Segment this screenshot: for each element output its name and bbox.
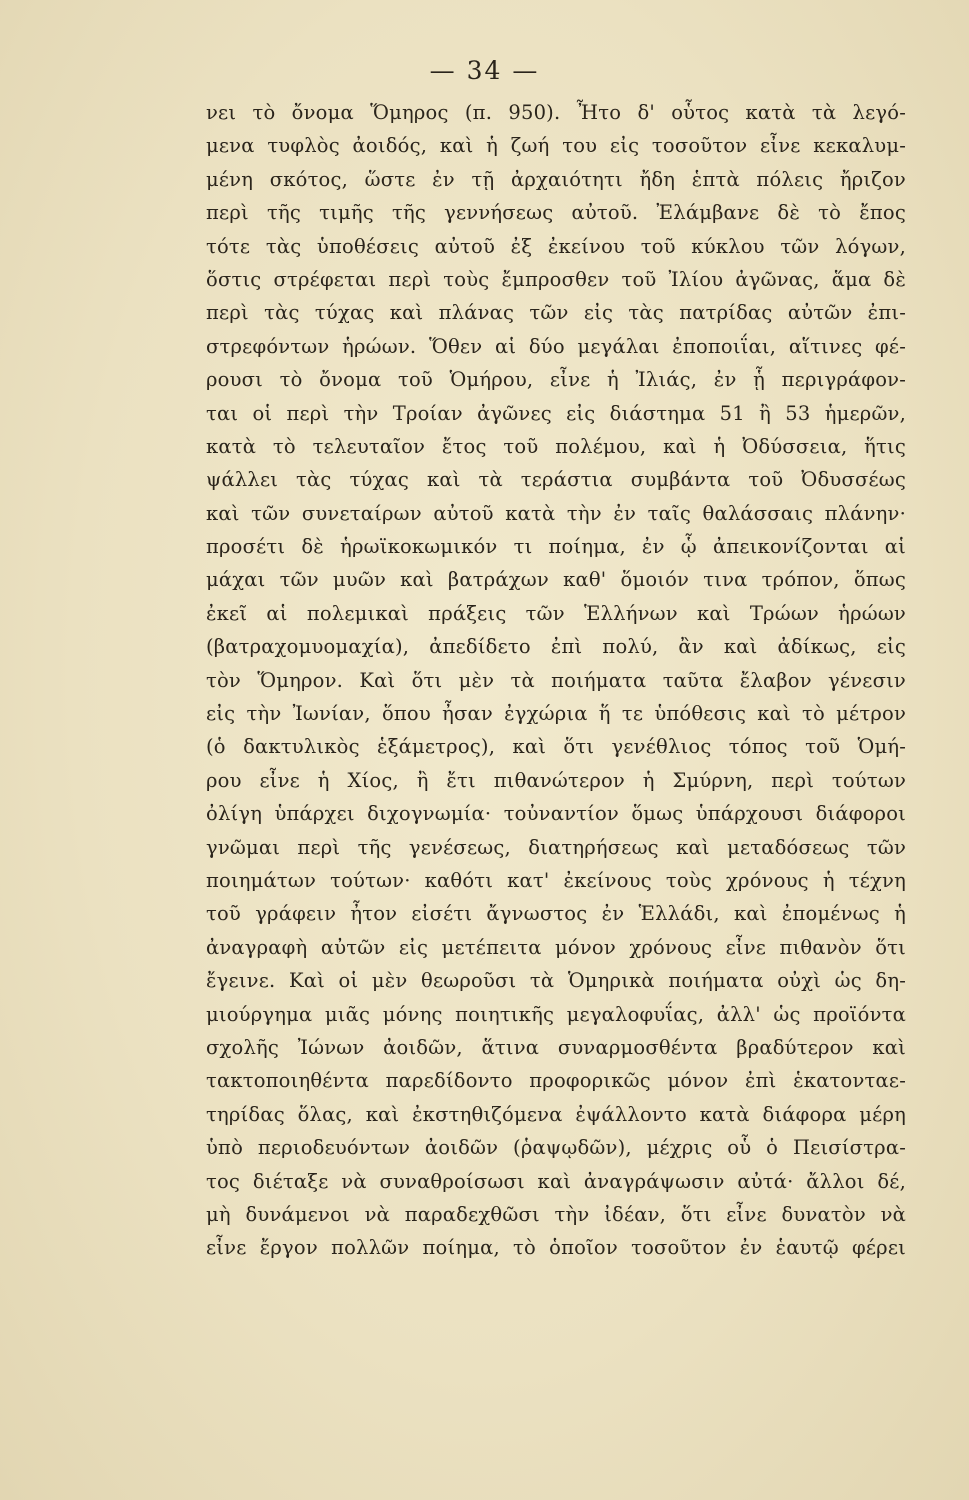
text-line: γνῶμαι περὶ τῆς γενέσεως, διατηρήσεως καὶ μεταδόσεως τῶν (206, 835, 906, 859)
text-line: ὅστις στρέφεται περὶ τοὺς ἔμπροσθεν τοῦ Ἰλίου ἀγῶνας, ἅμα δὲ (206, 267, 906, 291)
text-line: (βατραχομυομαχία), ἀπεδίδετο ἐπὶ πολύ, ἂν καὶ ἀδίκως, εἰς (206, 635, 906, 659)
text-line: μιούργημα μιᾶς μόνης ποιητικῆς μεγαλοφυΐας, ἀλλ' ὡς προϊόντα (206, 1002, 906, 1026)
text-line: τότε τὰς ὑποθέσεις αὐτοῦ ἐξ ἐκείνου τοῦ κύκλου τῶν λόγων, (206, 234, 906, 258)
text-line: τος διέταξε νὰ συναθροίσωσι καὶ ἀναγράψωσιν αὐτά· ἄλλοι δέ, (206, 1169, 906, 1193)
text-line: περὶ τῆς τιμῆς τῆς γεννήσεως αὐτοῦ. Ἐλάμβανε δὲ τὸ ἔπος (206, 201, 906, 225)
text-line: εἶνε ἔργον πολλῶν ποίημα, τὸ ὁποῖον τοσοῦτον ἐν ἑαυτῷ φέρει (206, 1236, 906, 1260)
text-line: ἐκεῖ αἱ πολεμικαὶ πράξεις τῶν Ἑλλήνων καὶ Τρώων ἡρώων (206, 601, 906, 625)
text-line: νει τὸ ὄνομα Ὅμηρος (π. 950). Ἦτο δ' οὗτος κατὰ τὰ λεγό- (206, 101, 906, 124)
page-number: — 34 — (429, 56, 540, 85)
text-line: τὸν Ὅμηρον. Καὶ ὅτι μὲν τὰ ποιήματα ταῦτα ἔλαβον γένεσιν (206, 668, 906, 692)
text-line: ψάλλει τὰς τύχας καὶ τὰ τεράστια συμβάντα τοῦ Ὀδυσσέως (206, 468, 906, 492)
text-line: καὶ τῶν συνεταίρων αὐτοῦ κατὰ τὴν ἐν ταῖς θαλάσσαις πλάνην· (206, 501, 906, 525)
text-line: περὶ τὰς τύχας καὶ πλάνας τῶν εἰς τὰς πατρίδας αὐτῶν ἐπι- (206, 301, 906, 325)
text-line: τοῦ γράφειν ἦτον εἰσέτι ἄγνωστος ἐν Ἑλλάδι, καὶ ἐπομένως ἡ (206, 902, 906, 926)
text-line: ποιημάτων τούτων· καθότι κατ' ἐκείνους τοὺς χρόνους ἡ τέχνη (206, 868, 906, 892)
text-line: ρουσι τὸ ὄνομα τοῦ Ὁμήρου, εἶνε ἡ Ἰλιάς, ἐν ᾗ περιγράφον- (206, 368, 906, 392)
text-line: (ὁ δακτυλικὸς ἑξάμετρος), καὶ ὅτι γενέθλιος τόπος τοῦ Ὁμή- (206, 735, 906, 759)
text-line: τακτοποιηθέντα παρεδίδοντο προφορικῶς μόνον ἐπὶ ἑκατονταε- (206, 1069, 906, 1093)
text-line: μὴ δυνάμενοι νὰ παραδεχθῶσι τὴν ἰδέαν, ὅτι εἶνε δυνατὸν νὰ (206, 1202, 906, 1226)
text-line: μάχαι τῶν μυῶν καὶ βατράχων καθ' ὅμοιόν τινα τρόπον, ὅπως (206, 568, 906, 592)
text-line: στρεφόντων ἡρώων. Ὅθεν αἱ δύο μεγάλαι ἐποποιΐαι, αἵτινες φέ- (206, 334, 906, 358)
text-line: σχολῆς Ἰώνων ἀοιδῶν, ἅτινα συναρμοσθέντα βραδύτερον καὶ (206, 1035, 906, 1059)
text-line: ὀλίγη ὑπάρχει διχογνωμία· τοὐναντίον ὅμως ὑπάρχουσι διάφοροι (206, 802, 906, 826)
text-line: ρου εἶνε ἡ Χίος, ἢ ἔτι πιθανώτερον ἡ Σμύρνη, περὶ τούτων (206, 768, 906, 792)
text-line: εἰς τὴν Ἰωνίαν, ὅπου ἦσαν ἐγχώρια ἥ τε ὑπόθεσις καὶ τὸ μέτρον (206, 702, 906, 726)
text-line: ὑπὸ περιοδευόντων ἀοιδῶν (ῥαψῳδῶν), μέχρις οὗ ὁ Πεισίστρα- (206, 1136, 906, 1160)
body-text (206, 96, 906, 1265)
text-line: μενα τυφλὸς ἀοιδός, καὶ ἡ ζωή του εἰς τοσοῦτον εἶνε κεκαλυμ- (206, 134, 906, 158)
text-line: μένη σκότος, ὥστε ἐν τῇ ἀρχαιότητι ἤδη ἑπτὰ πόλεις ἤριζον (206, 167, 906, 191)
text-line: κατὰ τὸ τελευταῖον ἔτος τοῦ πολέμου, καὶ ἡ Ὀδύσσεια, ἥτις (206, 434, 906, 458)
text-line: ἔγεινε. Καὶ οἱ μὲν θεωροῦσι τὰ Ὁμηρικὰ ποιήματα οὐχὶ ὡς δη- (206, 969, 906, 993)
text-line: ἀναγραφὴ αὐτῶν εἰς μετέπειτα μόνον χρόνους εἶνε πιθανὸν ὅτι (206, 935, 906, 959)
text-line: ται οἱ περὶ τὴν Τροίαν ἀγῶνες εἰς διάστημα 51 ἢ 53 ἡμερῶν, (206, 401, 906, 425)
text-line: τηρίδας ὅλας, καὶ ἐκστηθιζόμενα ἐψάλλοντο κατὰ διάφορα μέρη (206, 1102, 906, 1126)
text-line: προσέτι δὲ ἡρωϊκοκωμικόν τι ποίημα, ἐν ᾧ ἀπεικονίζονται αἱ (206, 535, 906, 559)
